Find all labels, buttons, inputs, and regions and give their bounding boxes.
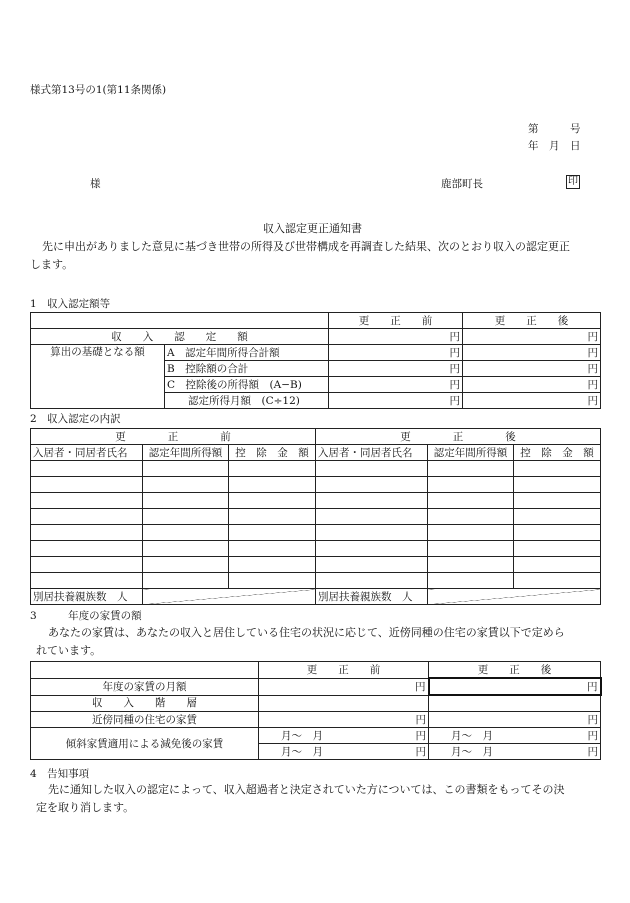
col-deduct: 控 除 金 額	[514, 445, 601, 461]
reduced-rent-label: 傾斜家賃適用による減免後の家賃	[31, 728, 259, 760]
document-number: 第 号	[528, 123, 581, 135]
form-id: 様式第13号の1(第11条関係)	[30, 84, 167, 96]
notice-text-2: 定を取り消します。	[36, 801, 135, 814]
yen: 円	[415, 729, 426, 742]
yen: 円	[429, 678, 601, 695]
document-date: 年 月 日	[528, 140, 581, 152]
row-label: C 控除後の所得額 (A−B)	[165, 377, 329, 393]
dependents-label: 別居扶養親族数 人	[316, 589, 428, 605]
income-amount-table	[30, 312, 601, 409]
rent-text-1: あなたの家賃は、あなたの収入と居住している住宅の状況に応じて、近傍同種の住宅の家賃以下で定めら	[48, 626, 565, 639]
rent-text-2: れています。	[36, 644, 102, 657]
col-deduct: 控 除 金 額	[229, 445, 316, 461]
document-title: 収入認定更正通知書	[263, 222, 362, 235]
addressee: 様	[90, 178, 101, 190]
table-row	[31, 477, 601, 493]
yen: 円	[587, 745, 598, 758]
section-1-heading: 1 収入認定額等	[30, 298, 111, 310]
diagonal-cell	[428, 589, 601, 605]
yen: 円	[329, 329, 463, 345]
month-range: 月～ 月	[451, 729, 493, 742]
month-range: 月～ 月	[281, 745, 323, 758]
income-breakdown-table	[30, 428, 601, 605]
yen: 円	[463, 393, 601, 409]
basis-label: 算出の基礎となる額	[31, 345, 165, 409]
row-label: 認定所得月額 (C÷12)	[165, 393, 329, 409]
income-class-label: 収 入 階 層	[31, 695, 259, 712]
notice-text-1: 先に通知した収入の認定によって、収入超過者と決定されていた方については、この書類をもってその決	[48, 783, 565, 796]
yen: 円	[463, 329, 601, 345]
col-name: 入居者・同居者氏名	[31, 445, 143, 461]
yen: 円	[259, 678, 429, 695]
income-label: 収 入 認 定 額	[31, 329, 329, 345]
header-after: 更 正 後	[429, 662, 601, 679]
yen: 円	[329, 377, 463, 393]
table-row	[31, 525, 601, 541]
col-income: 認定年間所得額	[143, 445, 229, 461]
col-income: 認定年間所得額	[428, 445, 514, 461]
row-label: A 認定年間所得合計額	[165, 345, 329, 361]
rent-monthly-label: 年度の家賃の月額	[31, 678, 259, 695]
header-before: 更 正 前	[31, 429, 316, 445]
yen: 円	[587, 729, 598, 742]
yen: 円	[463, 345, 601, 361]
month-range: 月～ 月	[281, 729, 323, 742]
issuer: 鹿部町長	[441, 178, 483, 190]
table-row	[31, 509, 601, 525]
section-3-heading: 3 年度の家賃の額	[30, 610, 142, 622]
yen: 円	[463, 377, 601, 393]
header-before: 更 正 前	[259, 662, 429, 679]
table-row	[31, 557, 601, 573]
diagonal-cell	[143, 589, 316, 605]
header-after: 更 正 後	[463, 313, 601, 329]
table-row	[31, 493, 601, 509]
month-range: 月～ 月	[451, 745, 493, 758]
yen: 円	[329, 361, 463, 377]
row-label: B 控除額の合計	[165, 361, 329, 377]
header-before: 更 正 前	[329, 313, 463, 329]
yen: 円	[259, 712, 429, 728]
yen: 円	[329, 393, 463, 409]
yen: 円	[463, 361, 601, 377]
yen: 円	[415, 745, 426, 758]
table-row	[31, 573, 601, 589]
dependents-label: 別居扶養親族数 人	[31, 589, 143, 605]
table-row	[31, 461, 601, 477]
yen: 円	[429, 712, 601, 728]
nearby-rent-label: 近傍同種の住宅の家賃	[31, 712, 259, 728]
seal-stamp: 印	[568, 176, 578, 187]
header-after: 更 正 後	[316, 429, 601, 445]
table-row	[31, 541, 601, 557]
yen: 円	[329, 345, 463, 361]
intro-text-2: します。	[30, 258, 74, 271]
section-2-heading: 2 収入認定の内訳	[30, 413, 121, 425]
col-name: 入居者・同居者氏名	[316, 445, 428, 461]
rent-table	[30, 661, 602, 760]
intro-text-1: 先に申出がありました意見に基づき世帯の所得及び世帯構成を再調査した結果、次のとおり収入の認定更正	[42, 240, 570, 253]
section-4-heading: 4 告知事項	[30, 768, 90, 780]
